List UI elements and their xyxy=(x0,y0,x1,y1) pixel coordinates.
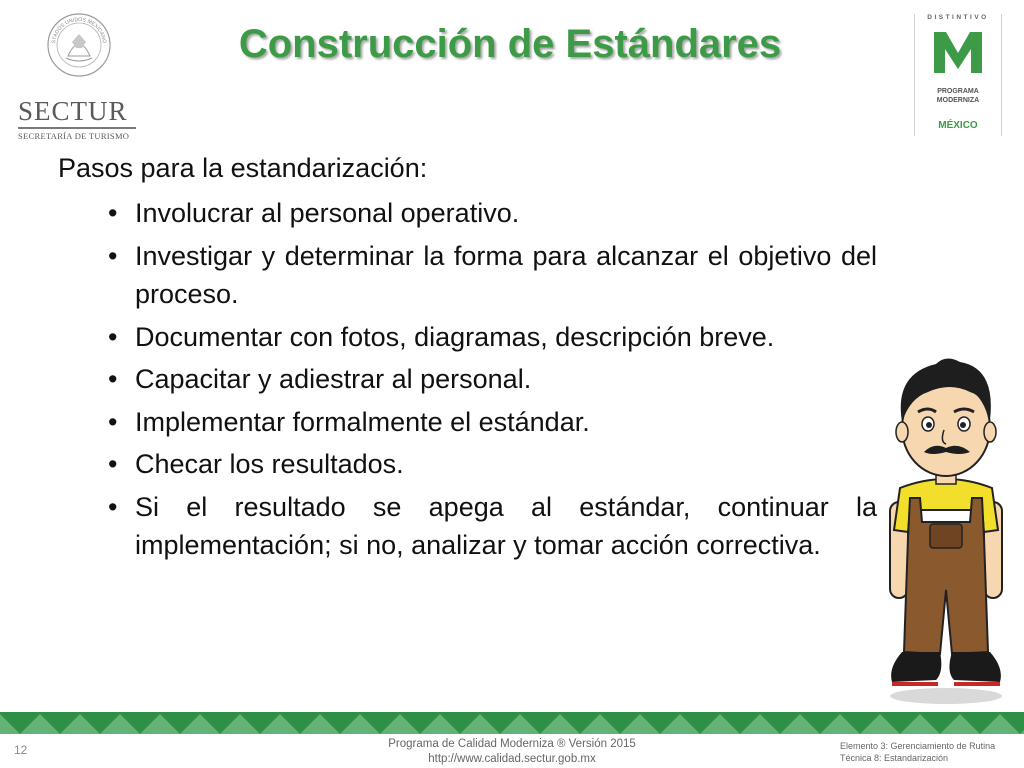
footer-technique: Técnica 8: Estandarización xyxy=(840,753,949,763)
slide-title: Construcción de Estándares xyxy=(238,22,782,66)
m-mark-icon xyxy=(932,29,984,75)
footer-element-info xyxy=(840,740,995,764)
list-item: • Capacitar y adiestrar al personal. xyxy=(105,360,877,399)
svg-text:ESTADOS UNIDOS MEXICANOS: STADOS UNIDOS MEXICANO xyxy=(51,16,108,44)
list-item: • Involucrar al personal operativo. xyxy=(105,194,877,233)
intro-text: Pasos para la estandarización: xyxy=(58,153,428,183)
list-item: • Implementar formalmente el estándar. xyxy=(105,403,877,442)
program-label-line1: PROGRAMA xyxy=(937,88,979,95)
distintivo-label: DISTINTIVO xyxy=(927,14,989,21)
sectur-wordmark: SECTUR xyxy=(18,96,128,126)
page-number: 12 xyxy=(14,743,28,757)
program-label-line2: MODERNIZA xyxy=(936,97,980,104)
sectur-subtitle: SECRETARÍA DE TURISMO xyxy=(18,131,130,141)
svg-text:M: M xyxy=(958,59,959,60)
list-item: • Documentar con fotos, diagramas, descripción breve. xyxy=(105,318,877,357)
sectur-logo xyxy=(10,8,132,141)
list-item: • Checar los resultados. xyxy=(105,445,877,484)
sectur-rule xyxy=(18,127,136,129)
footer-program-text: Programa de Calidad Moderniza ® Versión 2015 xyxy=(388,738,636,750)
decorative-band xyxy=(0,712,1024,734)
footer-program xyxy=(312,737,712,767)
national-seal-icon xyxy=(46,12,112,78)
list-item: • Si el resultado se apega al estándar, continuar la implementación; si no, analizar y tomar acción correctiva. xyxy=(105,488,877,565)
list-item: • Investigar y determinar la forma para alcanzar el objetivo del proceso. xyxy=(105,237,877,314)
footer-element: Elemento 3: Gerenciamiento de Rutina xyxy=(840,741,996,751)
worker-character-illustration xyxy=(884,352,1008,712)
distintivo-m-logo xyxy=(914,14,1002,136)
mexico-label: MÉXICO xyxy=(938,120,978,131)
steps-list xyxy=(105,194,877,569)
footer-url[interactable]: http://www.calidad.sectur.gob.mx xyxy=(428,753,596,765)
